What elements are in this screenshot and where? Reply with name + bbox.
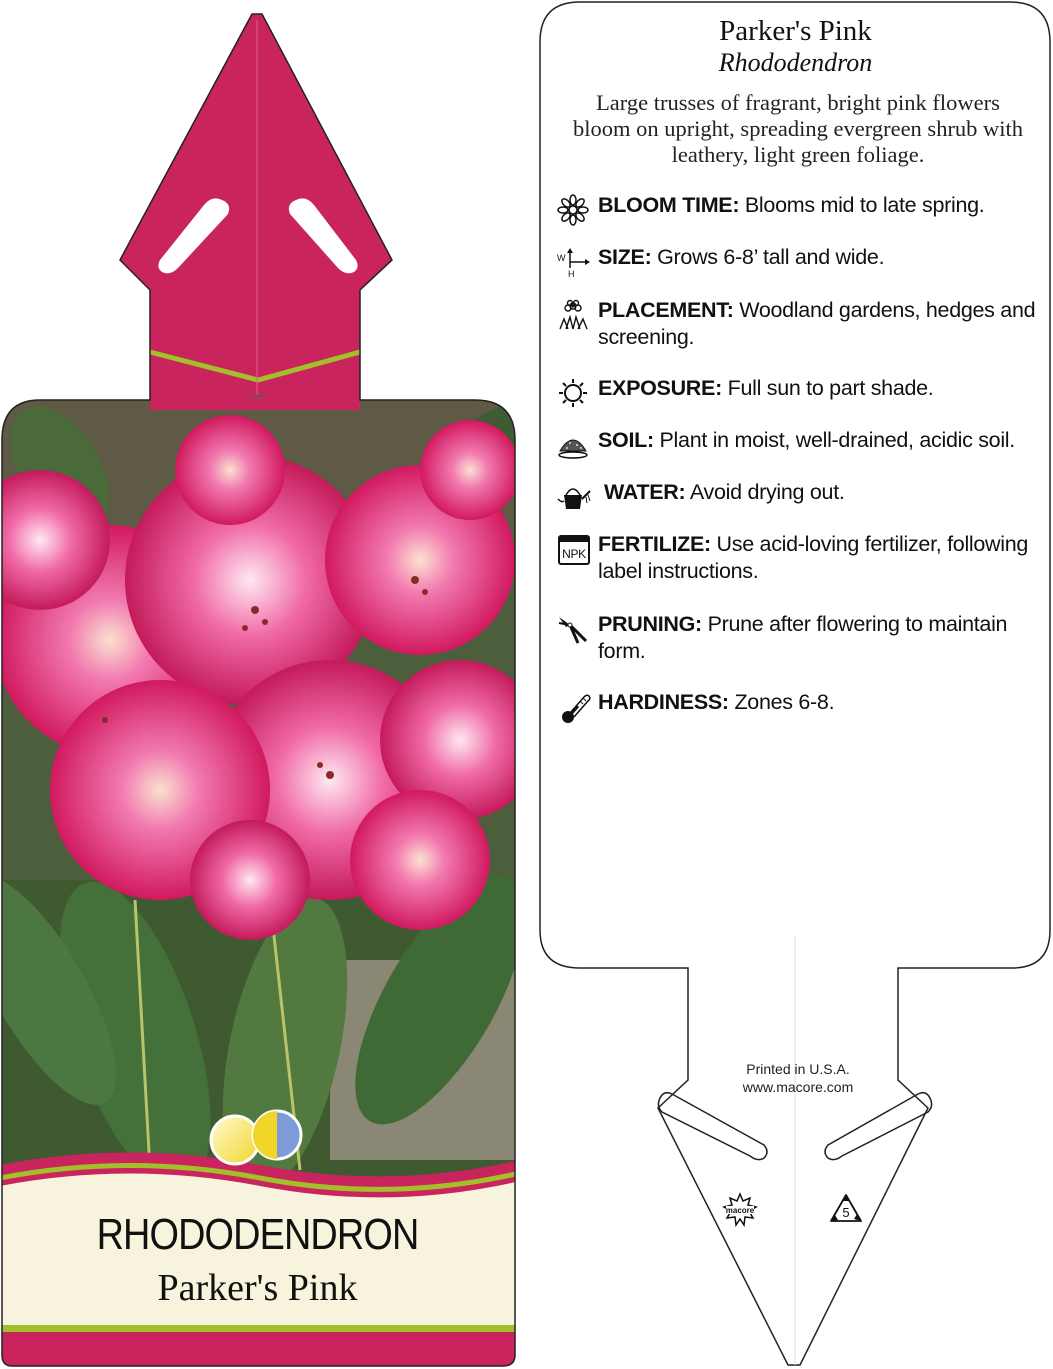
care-text: Full sun to part shade. <box>721 376 934 400</box>
care-text: Prune after flowering to maintain form. <box>598 612 1008 663</box>
care-label: PLACEMENT: <box>598 298 734 322</box>
sun-icon <box>556 377 592 409</box>
care-text: Avoid drying out. <box>685 480 845 504</box>
size-icon <box>556 246 592 278</box>
care-text: Grows 6-8’ tall and wide. <box>651 245 885 269</box>
part-shade-icon <box>253 1111 301 1159</box>
care-bloom-time <box>556 192 1046 219</box>
care-fertilize <box>556 531 1046 585</box>
macore-logo <box>722 1192 758 1228</box>
care-label: FERTILIZE: <box>598 532 711 556</box>
care-label: EXPOSURE: <box>598 376 722 400</box>
macore-logo-text: macore <box>725 1206 755 1215</box>
watering-can-icon <box>556 481 592 513</box>
care-label: HARDINESS: <box>598 690 729 714</box>
care-label: PRUNING: <box>598 612 702 636</box>
pruners-icon <box>556 613 592 645</box>
thermometer-icon <box>556 691 592 723</box>
back-title: Parker's Pink <box>719 15 872 47</box>
care-text: Plant in moist, well-drained, acidic soil. <box>653 428 1015 452</box>
full-sun-icon <box>211 1116 259 1164</box>
care-text: Blooms mid to late spring. <box>739 193 985 217</box>
npk-icon <box>556 533 592 565</box>
back-latin-name: Rhododendron <box>718 48 873 77</box>
front-tag <box>0 0 520 1369</box>
npk-text: NPK <box>562 547 586 561</box>
care-text: Zones 6-8. <box>728 690 835 714</box>
size-icon-w: W <box>557 253 566 263</box>
care-exposure <box>556 375 1046 402</box>
recycle-icon <box>828 1192 864 1226</box>
care-water <box>556 479 1046 506</box>
care-placement <box>556 297 1046 351</box>
size-icon-h: H <box>568 269 575 278</box>
recycle-number: 5 <box>842 1205 850 1220</box>
printed-in: Printed in U.S.A. <box>746 1061 850 1077</box>
soil-icon <box>556 429 592 461</box>
flower-icon <box>556 194 592 226</box>
care-label: SIZE: <box>598 245 652 269</box>
front-tag-artwork <box>0 0 520 1369</box>
front-name-block <box>0 1210 515 1310</box>
back-tag <box>538 0 1053 1369</box>
care-label: WATER: <box>604 480 686 504</box>
care-hardiness <box>556 689 1046 716</box>
care-pruning <box>556 611 1046 665</box>
printer-info <box>708 1060 888 1096</box>
printer-website: www.macore.com <box>742 1079 854 1095</box>
cultivar-name: Parker's Pink <box>157 1267 358 1309</box>
care-soil <box>556 427 1046 454</box>
care-text: Use acid-loving fertilizer, following label instructions. <box>598 532 1029 583</box>
care-size <box>556 244 1046 278</box>
placement-icon <box>556 299 592 331</box>
care-list <box>556 186 1046 716</box>
common-name: RHODODENDRON <box>96 1210 419 1259</box>
care-label: BLOOM TIME: <box>598 193 740 217</box>
care-text: Woodland gardens, hedges and screening. <box>598 298 1036 349</box>
care-label: SOIL: <box>598 428 654 452</box>
plant-description: Large trusses of fragrant, bright pink flowers bloom on upright, spreading evergreen shrub with leathery, light green foliage. <box>572 90 1024 167</box>
